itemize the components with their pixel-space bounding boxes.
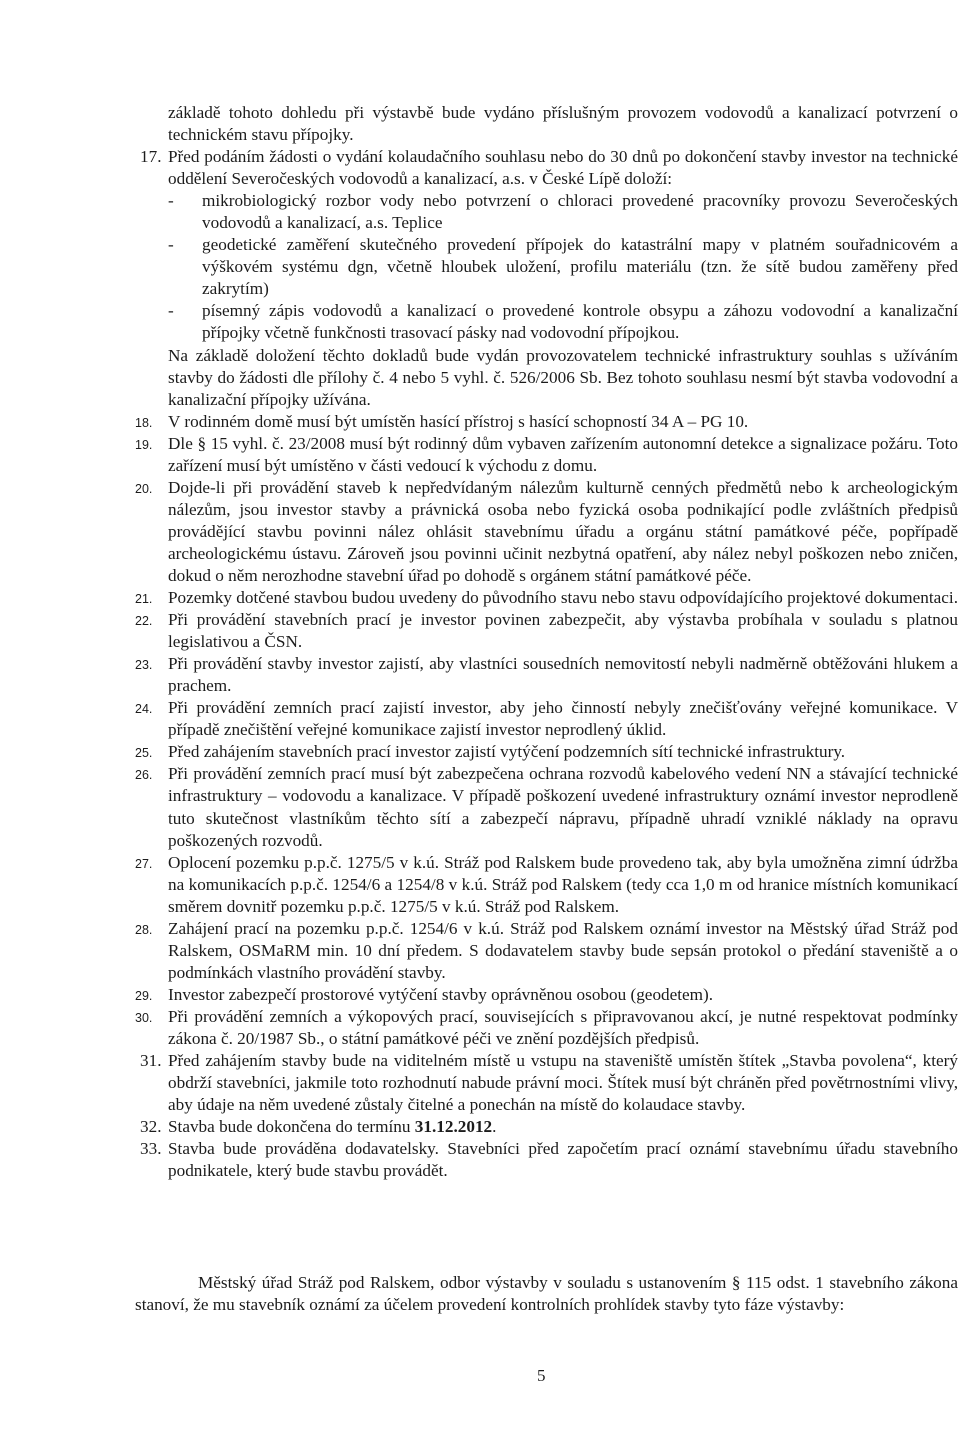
condition-number: 26. xyxy=(135,768,153,783)
condition-22 xyxy=(135,609,958,653)
completion-sentence: Stavba bude dokončena do termínu xyxy=(168,1117,415,1137)
closing-paragraph: Městský úřad Stráž pod Ralskem, odbor výstavby v souladu s ustanovením § 115 odst. 1 stavebního zákona stanoví, že mu stavebník oznámí za účelem provedení kontrolních prohlídek stavby tyto fáze výstavby: xyxy=(135,1273,958,1315)
condition-29 xyxy=(135,984,958,1006)
condition-text: Při provádění zemních prací musí být zabezpečena ochrana rozvodů kabelového vedení NN a stávající technické infrastruktury – vodovodu a kanalizace. V případě poškození uvedené infrastruktury oznámí investor neprodleně tuto skutečnost vlastníkům těchto sítí a zabezpečí nápravu, případně uhradí vzniklé náklady na opravu poškozených rozvodů. xyxy=(168,764,958,850)
condition-text: V rodinném domě musí být umístěn hasící přístroj s hasící schopností 34 A – PG 10. xyxy=(168,411,749,431)
condition-31 xyxy=(140,1050,958,1116)
condition-text: Pozemky dotčené stavbou budou uvedeny do původního stavu nebo stavu odpovídajícího projektové dokumentaci. xyxy=(168,588,958,608)
condition-number: 32. xyxy=(140,1117,162,1137)
condition-text: Při provádění stavebních prací je investor povinen zabezpečit, aby výstavba probíhala v souladu s platnou legislativou a ČSN. xyxy=(168,610,958,652)
condition-24 xyxy=(135,697,958,741)
condition-number: 27. xyxy=(135,856,153,871)
condition-text: Při provádění zemních a výkopových prací, souvisejících s připravovanou akcí, je nutné respektovat podmínky zákona č. 20/1987 Sb., o státní památkové péči ve znění pozdějších předpisů. xyxy=(168,1006,958,1048)
conditions-list xyxy=(135,102,958,1182)
condition-number: 19. xyxy=(135,437,153,452)
sub-item-text: geodetické zaměření skutečného provedení přípojek do katastrální mapy v platném souřadnicovém a výškovém systému dgn, včetně hloubek uložení, profilu materiálu (tzn. že sítě budou zaměřeny před zakrytím) xyxy=(202,235,958,299)
condition-text: Před podáním žádosti o vydání kolaudačního souhlasu nebo do 30 dnů po dokončení stavby investor na technické oddělení Severočeských vodovodů a kanalizací, a.s. v České Lípě doloží: xyxy=(168,147,958,189)
condition-19 xyxy=(135,433,958,477)
sentence-end: . xyxy=(492,1117,497,1137)
condition-number: 33. xyxy=(140,1139,162,1159)
condition-28 xyxy=(135,918,958,984)
condition-text: Před zahájením stavebních prací investor zajistí vytýčení podzemních sítí technické infrastruktury. xyxy=(168,742,846,762)
condition-text: Investor zabezpečí prostorové vytýčení stavby oprávněnou osobou (geodetem). xyxy=(168,984,714,1004)
condition-30 xyxy=(135,1006,958,1050)
condition-text: Oplocení pozemku p.p.č. 1275/5 v k.ú. Stráž pod Ralskem bude provedeno tak, aby byla umožněna zimní údržba na komunikacích p.p.č. 1254/6 a 1254/8 v k.ú. Stráž pod Ralskem (tedy cca 1,0 m od hranice místních komunikací směrem dovnitř pozemku p.p.č. 1275/5 v k.ú. Stráž pod Ralskem. xyxy=(168,852,958,916)
sub-item-microbiology xyxy=(168,190,958,234)
condition-21 xyxy=(135,587,958,609)
dash-marker: - xyxy=(168,235,174,255)
sub-item-geodetic xyxy=(168,234,958,300)
condition-number: 23. xyxy=(135,658,153,673)
condition-number: 31. xyxy=(140,1051,162,1071)
condition-number: 30. xyxy=(135,1010,153,1025)
completion-date: 31.12.2012 xyxy=(414,1117,493,1137)
condition-26 xyxy=(135,763,958,851)
condition-text: Stavba bude prováděna dodavatelsky. Stavebníci před započetím prací oznámí stavebnímu úřadu stavebního podnikatele, který bude stavbu provádět. xyxy=(168,1139,958,1181)
condition-text: Zahájení prací na pozemku p.p.č. 1254/6 v k.ú. Stráž pod Ralskem oznámí investor na Městský úřad Stráž pod Ralskem, OSMaRM min. 10 dní předem. S dodavatelem stavby bude sepsán protokol o předání staveniště a o podmínkách vlastního provádění stavby. xyxy=(168,918,958,982)
condition-text: Při provádění stavby investor zajistí, aby vlastníci sousedních nemovitostí nebyli nadměrně obtěžováni hlukem a prachem. xyxy=(168,654,958,696)
condition-number: 18. xyxy=(135,415,153,430)
condition-text xyxy=(168,1116,958,1138)
condition-32 xyxy=(140,1116,958,1138)
condition-number: 20. xyxy=(135,481,153,496)
condition-27 xyxy=(135,852,958,918)
sub-item-text: mikrobiologický rozbor vody nebo potvrzení o chloraci provedené pracovníky provozu Severočeských vodovodů a kanalizací, a.s. Teplice xyxy=(202,191,958,233)
condition-25 xyxy=(135,741,958,763)
page-number: 5 xyxy=(537,1366,546,1385)
condition-text: Před zahájením stavby bude na viditelném místě u vstupu na staveniště umístěn štítek „Stavba povolena“, který obdrží stavebníci, jakmile toto rozhodnutí nabude právní moci. Štítek musí být chráněn před povětrnostními vlivy, aby údaje na něm uvedené zůstaly čitelné a ponechán na místě do kolaudace stavby. xyxy=(168,1051,958,1115)
condition-number: 17. xyxy=(140,147,162,167)
condition-33 xyxy=(140,1138,958,1182)
sub-item-written-record xyxy=(168,300,958,344)
condition-20 xyxy=(135,477,958,587)
sub-item-text: písemný zápis vodovodů a kanalizací o provedené kontrole obsypu a záhozu vodovodní a kanalizační přípojky včetně funkčnosti trasovací pásky nad vodovodní přípojkou. xyxy=(202,301,958,343)
intro-paragraph: základě tohoto dohledu při výstavbě bude vydáno příslušným provozem vodovodů a kanalizací potvrzení o technickém stavu přípojky. xyxy=(168,103,958,145)
condition-17 xyxy=(140,146,958,190)
condition-number: 22. xyxy=(135,614,153,629)
condition-number: 25. xyxy=(135,746,153,761)
condition-text: Při provádění zemních prací zajistí investor, aby jeho činností nebyly znečišťovány veřejné komunikace. V případě znečištění veřejné komunikace zajistí investor neprodlený úklid. xyxy=(168,698,958,740)
dash-marker: - xyxy=(168,301,174,321)
condition-18 xyxy=(135,411,958,433)
condition-23 xyxy=(135,653,958,697)
condition-text: Dle § 15 vyhl. č. 23/2008 musí být rodinný dům vybaven zařízením autonomní detekce a signalizace požáru. Toto zařízení musí být umístěno v části vedoucí k východu z domu. xyxy=(168,433,958,475)
condition-number: 21. xyxy=(135,592,153,607)
condition-number: 28. xyxy=(135,922,153,937)
condition-text: Dojde-li při provádění staveb k nepředvídaným nálezům kulturně cenných předmětů nebo k archeologickým nálezům, jsou investor stavby a právnická osoba nebo fyzická osoba podnikající podle zvláštních předpisů provádějící stavbu povinni nález ohlásit stavebnímu úřadu a orgánu státní památkové péče, popřípadě archeologickému ústavu. Zároveň jsou povinni učinit nezbytná opatření, aby nález nebyl poškozen nebo zničen, dokud o něm nerozhodne stavební úřad po dohodě s orgánem státní památkové péče. xyxy=(168,477,958,585)
condition-number: 29. xyxy=(135,988,153,1003)
condition-number: 24. xyxy=(135,702,153,717)
approval-paragraph: Na základě doložení těchto dokladů bude vydán provozovatelem technické infrastruktury souhlas s užíváním stavby do žádosti dle přílohy č. 4 nebo 5 vyhl. č. 526/2006 Sb. Bez tohoto souhlasu nesmí být stavba vodovodní a kanalizační přípojky užívána. xyxy=(168,345,958,409)
dash-marker: - xyxy=(168,191,174,211)
